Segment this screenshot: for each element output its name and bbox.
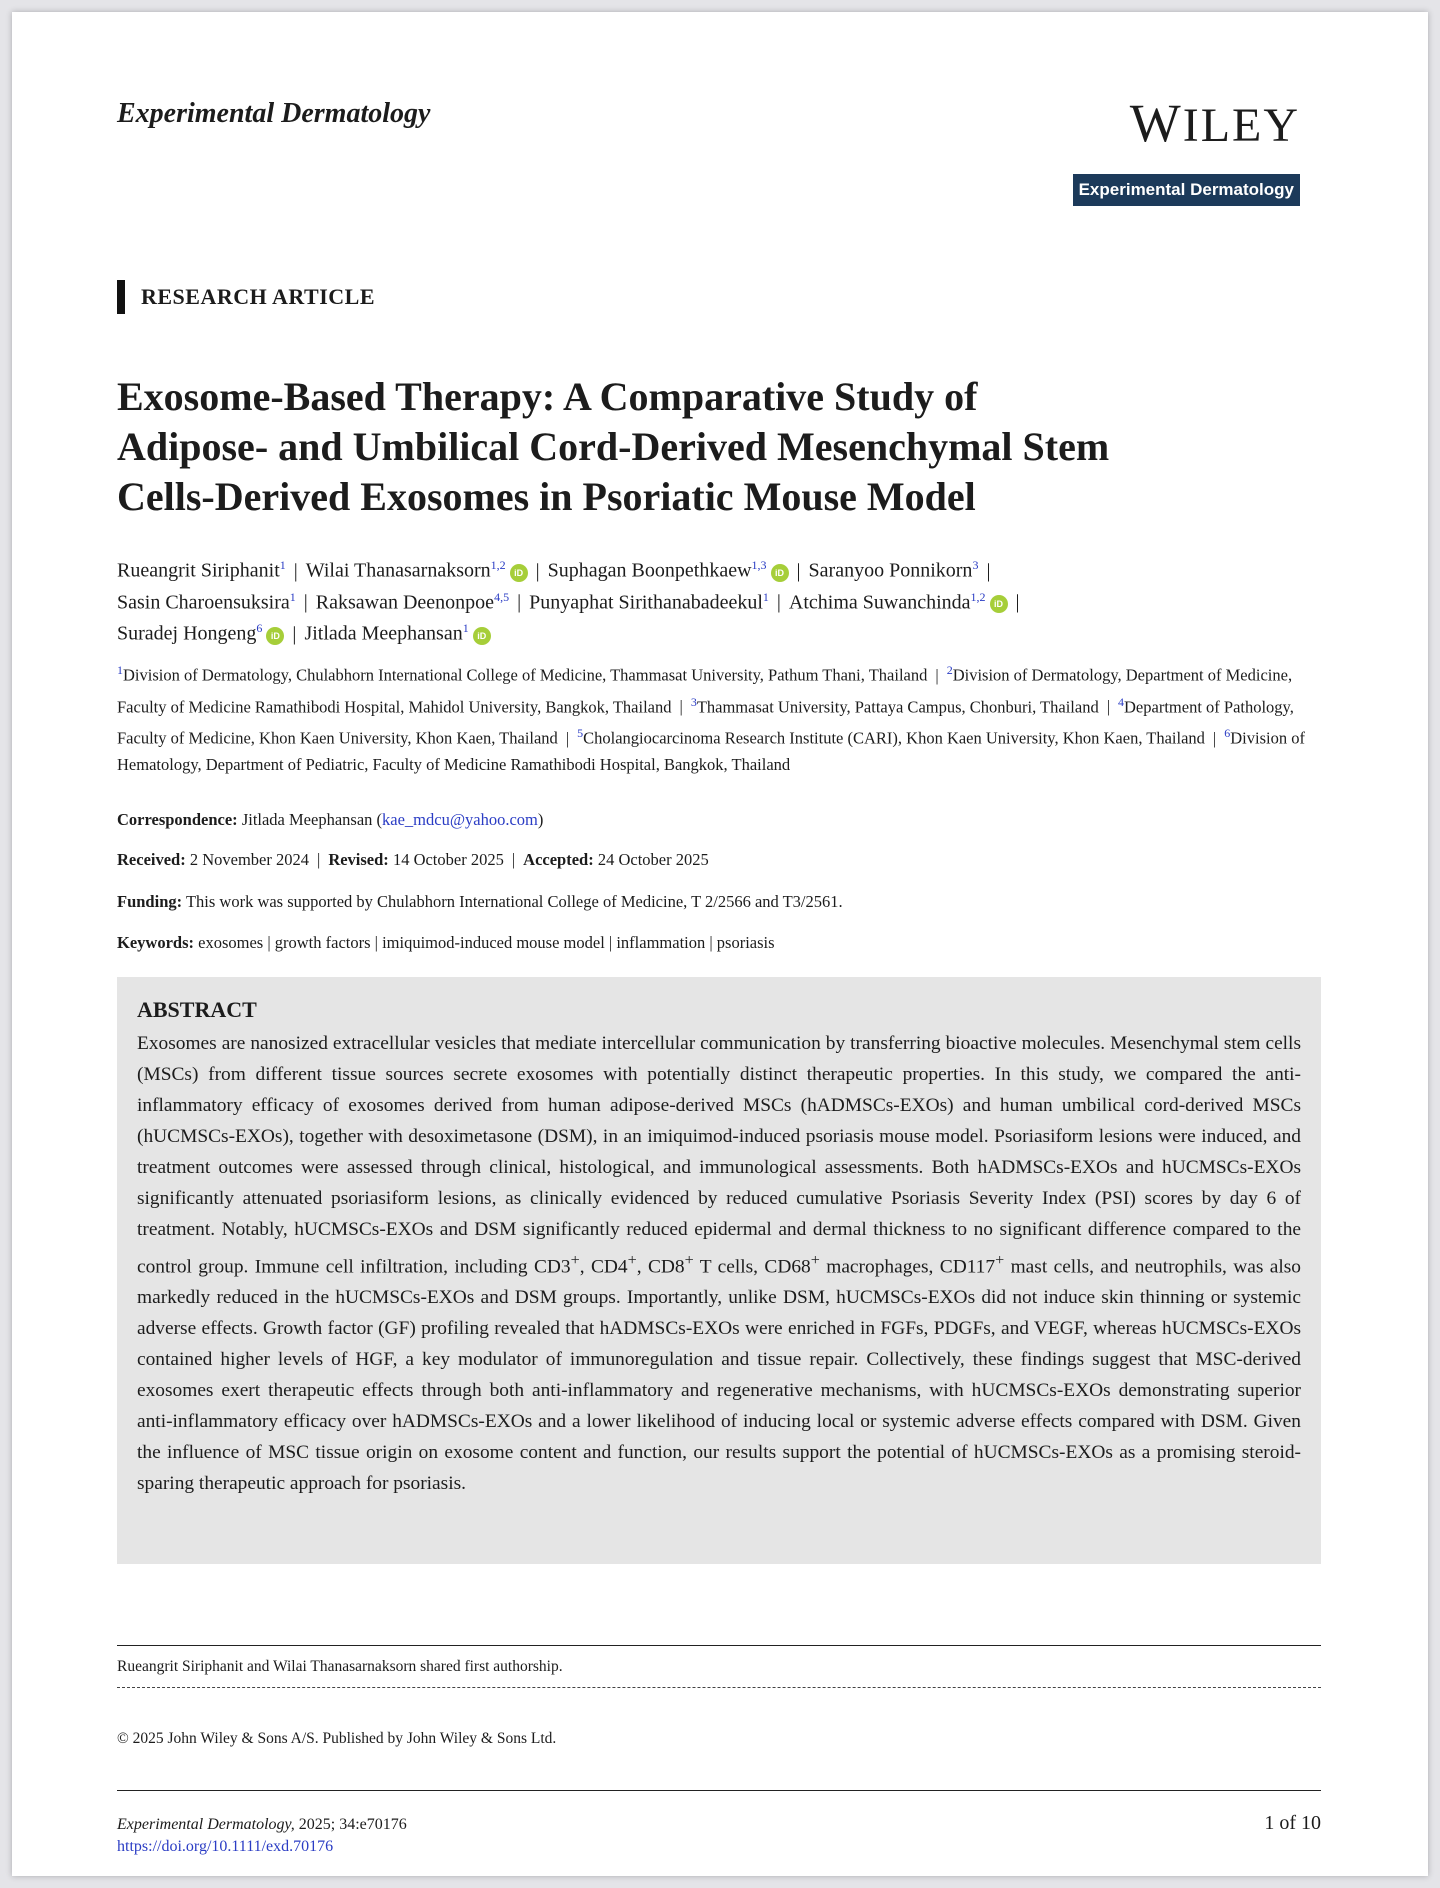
footnote-divider	[117, 1645, 1321, 1646]
author-separator: |	[517, 591, 522, 614]
title-line-2: Adipose- and Umbilical Cord-Derived Mesenchymal Stem	[117, 424, 1110, 469]
orcid-icon[interactable]: iD	[510, 564, 528, 582]
abstract-part-4: T cells, CD68	[693, 1256, 811, 1278]
correspondence-email-link[interactable]: kae_mdcu@yahoo.com	[382, 810, 538, 829]
accepted-label: Accepted:	[523, 850, 594, 869]
abstract-part-6: mast cells, and neutrophils, was also markedly reduced in the hUCMSCs-EXOs and DSM groups. Importantly, unlike DSM, hUCMSCs-EXOs did not induce skin thinning or systemic adverse effects. Growth factor (GF) profiling revealed that hADMSCs-EXOs were enriched in FGFs, PDGFs, and VEGF, whereas hUCMSCs-EXOs contained higher levels of HGF, a key modulator of immunoregulation and tissue repair. Collectively, these findings suggest that MSC-derived exosomes exert therapeutic effects through both anti-inflammatory and regenerative mechanisms, with hUCMSCs-EXOs demonstrating superior anti-inflammatory efficacy over hADMSCs-EXOs and a lower likelihood of inducing local or systemic adverse effects compared with DSM. Given the influence of MSC tissue origin on exosome content and function, our results support the potential of hUCMSCs-EXOs as a promising steroid-sparing therapeutic approach for psoriasis.	[137, 1256, 1302, 1495]
citation	[117, 1814, 407, 1836]
affiliation-separator: |	[1106, 697, 1111, 716]
article-title	[117, 372, 1327, 522]
author-line-2	[117, 584, 1347, 616]
author-affiliation[interactable]: 1,2	[970, 589, 986, 604]
author-affiliation[interactable]: 6	[256, 621, 263, 636]
affiliation-number: 3	[690, 694, 697, 709]
orcid-icon[interactable]: iD	[473, 627, 491, 645]
superscript-plus: +	[570, 1252, 580, 1269]
publisher-logo	[1130, 92, 1300, 154]
orcid-icon[interactable]: iD	[771, 564, 789, 582]
journal-badge[interactable]: Experimental Dermatology	[1073, 174, 1300, 206]
author-name[interactable]: Raksawan Deenonpoe	[315, 591, 495, 614]
footnote-dashed-divider	[117, 1687, 1321, 1688]
accepted-date: 24 October 2025	[597, 850, 709, 869]
authorship-footnote: Rueangrit Siriphanit and Wilai Thanasarnaksorn shared first authorship.	[117, 1658, 563, 1675]
abstract-heading: ABSTRACT	[137, 997, 257, 1022]
citation-journal: Experimental Dermatology,	[117, 1816, 295, 1833]
author-affiliation[interactable]: 1,2	[490, 558, 506, 572]
citation-block	[117, 1814, 407, 1858]
author-line-3	[117, 615, 1347, 647]
correspondence-name: Jitlada Meephansan (	[241, 810, 383, 829]
affiliation-text: Thammasat University, Pattaya Campus, Chonburi, Thailand	[696, 697, 1099, 716]
affiliation-separator: |	[565, 728, 570, 748]
received-label: Received:	[117, 850, 186, 869]
received-date: 2 November 2024	[189, 850, 309, 869]
superscript-plus: +	[627, 1252, 637, 1269]
funding-text: This work was supported by Chulabhorn International College of Medicine, T 2/2566 and T3/2561.	[185, 892, 843, 911]
title-line-1: Exosome-Based Therapy: A Comparative Study of	[117, 374, 978, 419]
affiliation-separator: |	[1212, 728, 1217, 748]
affiliation-number: 5	[577, 726, 584, 740]
author-separator: |	[1015, 591, 1020, 614]
author-name[interactable]: Punyaphat Sirithanabadeekul	[529, 591, 763, 614]
footer-divider	[117, 1790, 1321, 1791]
author-affiliation[interactable]: 1	[289, 589, 296, 604]
page-number: 1 of 10	[1264, 1812, 1321, 1834]
title-line-3: Cells-Derived Exosomes in Psoriatic Mouse Model	[117, 474, 976, 519]
abstract-text	[137, 1028, 1301, 1499]
copyright-notice: © 2025 John Wiley & Sons A/S. Published by John Wiley & Sons Ltd.	[117, 1730, 557, 1747]
affiliation-number: 2	[946, 663, 953, 677]
superscript-plus: +	[810, 1252, 820, 1269]
author-separator: |	[796, 559, 801, 582]
author-separator: |	[292, 622, 297, 645]
abstract-part-1: Exosomes are nanosized extracellular vesicles that mediate intercellular communication by transferring bioactive molecules. Mesenchymal stem cells (MSCs) from different tissue sources secrete exosomes with potentially distinct therapeutic properties. In this study, we compared the anti-inflammatory efficacy of exosomes derived from human adipose-derived MSCs (hADMSCs-EXOs) and human umbilical cord-derived MSCs (hUCMSCs-EXOs), together with desoximetasone (DSM), in an imiquimod-induced psoriasis mouse model. Psoriasiform lesions were induced, and treatment outcomes were assessed through clinical, histological, and immunological assessments. Both hADMSCs-EXOs and hUCMSCs-EXOs significantly attenuated psoriasiform lesions, as clinically evidenced by reduced cumulative Psoriasis Severity Index (PSI) scores by day 6 of treatment. Notably, hUCMSCs-EXOs and DSM significantly reduced epidermal and dermal thickness to no significant difference compared to the control group. Immune cell infiltration, including CD3	[137, 1033, 1301, 1278]
article-dates	[117, 850, 709, 870]
author-name[interactable]: Jitlada Meephansan	[304, 622, 463, 645]
citation-volume: 2025; 34:e70176	[294, 1816, 407, 1833]
correspondence-label: Correspondence:	[117, 810, 238, 829]
article-type-label: RESEARCH ARTICLE	[141, 284, 376, 309]
author-name[interactable]: Suradej Hongeng	[117, 622, 257, 645]
keywords-label: Keywords:	[117, 933, 194, 952]
orcid-icon[interactable]: iD	[990, 595, 1008, 613]
author-affiliation[interactable]: 1	[462, 621, 469, 636]
author-affiliation[interactable]: 1	[762, 589, 769, 604]
revised-date: 14 October 2025	[392, 850, 504, 869]
publisher-logo-initial: W	[1129, 93, 1183, 153]
abstract-part-3: , CD8	[636, 1256, 685, 1278]
article-page	[12, 12, 1428, 1876]
abstract-part-5: macrophages, CD117	[819, 1256, 996, 1278]
author-line-1	[117, 552, 1347, 584]
affiliations	[117, 657, 1337, 778]
author-separator: |	[293, 559, 298, 582]
author-affiliation[interactable]: 4,5	[494, 589, 510, 604]
date-separator: |	[317, 850, 321, 869]
article-type	[117, 280, 375, 314]
revised-label: Revised:	[328, 850, 389, 869]
correspondence-close: )	[537, 810, 544, 829]
date-separator: |	[511, 850, 516, 869]
author-name[interactable]: Wilai Thanasarnaksorn	[305, 559, 491, 582]
publisher-logo-rest: ILEY	[1182, 99, 1300, 152]
author-name[interactable]: Rueangrit Siriphanit	[117, 559, 280, 582]
funding-label: Funding:	[117, 892, 183, 911]
journal-title: Experimental Dermatology	[117, 98, 431, 129]
abstract-part-2: , CD4	[579, 1256, 628, 1278]
author-affiliation[interactable]: 1	[279, 558, 286, 572]
affiliation-number: 1	[117, 663, 123, 677]
affiliation-text: Division of Dermatology, Chulabhorn International College of Medicine, Thammasat University, Pathum Thani, Thailand	[123, 665, 928, 685]
affiliation-separator: |	[679, 697, 683, 716]
keywords-text: exosomes | growth factors | imiquimod-induced mouse model | inflammation | psoriasis	[198, 933, 775, 952]
doi-link[interactable]: https://doi.org/10.1111/exd.70176	[117, 1838, 334, 1855]
affiliation-text: Department of Pathology, Faculty of Medicine, Khon Kaen University, Khon Kaen, Thailand	[117, 697, 1294, 748]
affiliation-number: 4	[1118, 694, 1125, 709]
author-affiliation[interactable]: 3	[972, 558, 979, 572]
author-separator: |	[303, 591, 308, 614]
author-list	[117, 552, 1347, 647]
author-separator: |	[776, 591, 781, 614]
affiliation-number: 6	[1224, 726, 1231, 740]
keywords	[117, 933, 775, 953]
author-separator: |	[986, 559, 991, 582]
author-name[interactable]: Suphagan Boonpethkaew	[547, 559, 752, 582]
author-name[interactable]: Saranyoo Ponnikorn	[808, 559, 973, 582]
correspondence	[117, 810, 543, 830]
affiliation-separator: |	[935, 665, 939, 685]
funding	[117, 892, 843, 912]
author-separator: |	[535, 559, 540, 582]
author-affiliation[interactable]: 1,3	[751, 558, 767, 572]
author-name[interactable]: Atchima Suwanchinda	[788, 591, 971, 614]
abstract-box	[117, 977, 1321, 1564]
orcid-icon[interactable]: iD	[266, 627, 284, 645]
author-name[interactable]: Sasin Charoensuksira	[117, 591, 290, 614]
article-type-bar	[117, 280, 125, 314]
affiliation-text: Division of Hematology, Department of Pediatric, Faculty of Medicine Ramathibodi Hospital, Bangkok, Thailand	[117, 728, 1305, 774]
affiliation-text: Division of Dermatology, Department of Medicine, Faculty of Medicine Ramathibodi Hospital, Mahidol University, Bangkok, Thailand	[117, 665, 1293, 716]
superscript-plus: +	[995, 1252, 1005, 1269]
affiliation-text: Cholangiocarcinoma Research Institute (CARI), Khon Kaen University, Khon Kaen, Thailand	[583, 728, 1205, 748]
superscript-plus: +	[684, 1252, 694, 1269]
